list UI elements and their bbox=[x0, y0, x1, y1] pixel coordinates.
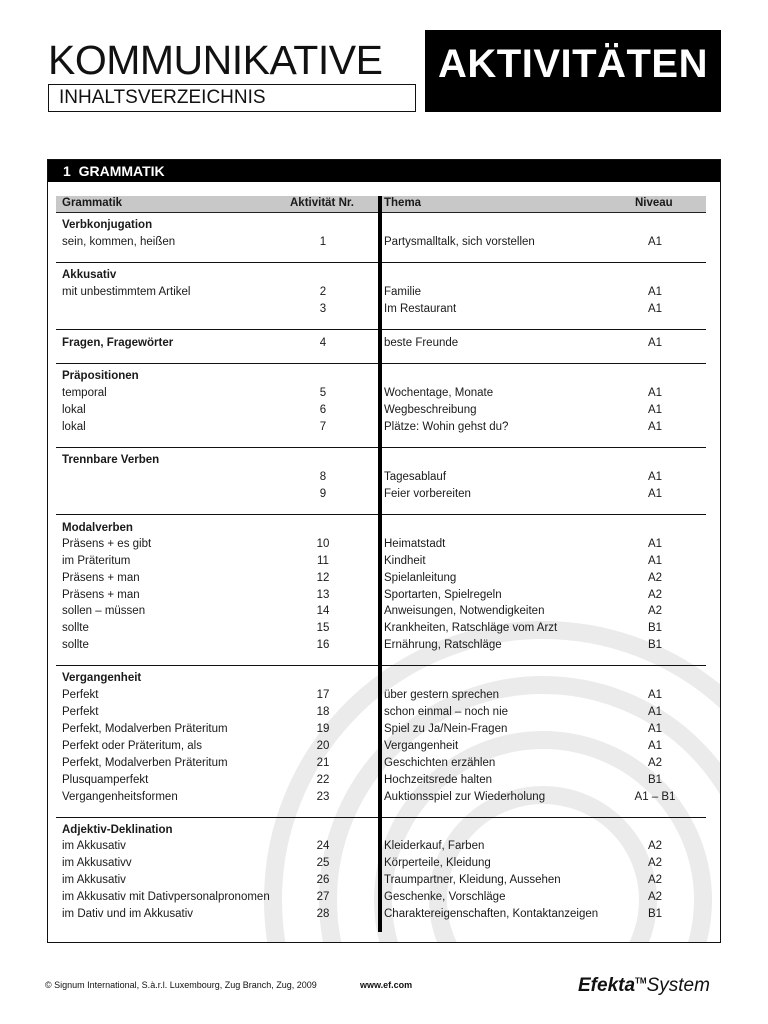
thema-text: Sportarten, Spielregeln bbox=[384, 589, 502, 601]
grammar-item: sollen – müssen bbox=[62, 605, 146, 617]
footer-copyright: © Signum International, S.à.r.l. Luxembourg, Zug Branch, Zug, 2009 bbox=[45, 980, 317, 990]
column-header-right bbox=[382, 196, 706, 213]
activity-number: 25 bbox=[316, 857, 330, 869]
activity-number: 16 bbox=[316, 639, 330, 651]
grammar-item: im Akkusativ bbox=[62, 840, 126, 852]
activity-number: 2 bbox=[319, 286, 327, 298]
row-separator bbox=[56, 514, 378, 515]
niveau-level: A1 bbox=[647, 337, 663, 349]
group-title: Adjektiv-Deklination bbox=[62, 824, 173, 836]
thema-text: Feier vorbereiten bbox=[384, 488, 471, 500]
niveau-level: B1 bbox=[647, 622, 663, 634]
niveau-level: A1 bbox=[647, 740, 663, 752]
grammar-table bbox=[47, 159, 721, 943]
activity-number: 4 bbox=[319, 337, 327, 349]
activity-number: 21 bbox=[316, 757, 330, 769]
row-separator bbox=[56, 447, 378, 448]
group-title: Verbkonjugation bbox=[62, 219, 153, 231]
niveau-level: A1 bbox=[647, 387, 663, 399]
activity-number: 19 bbox=[316, 723, 330, 735]
grammar-item: Vergangenheitsformen bbox=[62, 791, 178, 803]
col-aktivitaet: Aktivität Nr. bbox=[290, 197, 354, 209]
grammar-item: temporal bbox=[62, 387, 107, 399]
grammar-item: Plusquamperfekt bbox=[62, 774, 149, 786]
thema-text: schon einmal – noch nie bbox=[384, 706, 509, 718]
thema-text: beste Freunde bbox=[384, 337, 459, 349]
activity-number: 7 bbox=[319, 421, 327, 433]
niveau-level: A1 bbox=[647, 555, 663, 567]
activity-number: 8 bbox=[319, 471, 327, 483]
grammar-item: Perfekt, Modalverben Präteritum bbox=[62, 723, 228, 735]
thema-text: Körperteile, Kleidung bbox=[384, 857, 491, 869]
col-thema: Thema bbox=[384, 197, 422, 209]
row-separator bbox=[56, 329, 378, 330]
row-separator bbox=[382, 363, 706, 364]
row-separator bbox=[382, 262, 706, 263]
row-separator bbox=[56, 665, 378, 666]
niveau-level: A1 bbox=[647, 421, 663, 433]
niveau-level: A1 bbox=[647, 404, 663, 416]
thema-text: Krankheiten, Ratschläge vom Arzt bbox=[384, 622, 558, 634]
brand-tm: TM bbox=[635, 976, 647, 986]
brand-name: Efekta bbox=[578, 975, 636, 996]
thema-text: Anweisungen, Notwendigkeiten bbox=[384, 605, 545, 617]
grammar-item: im Präteritum bbox=[62, 555, 131, 567]
activity-number: 1 bbox=[319, 236, 327, 248]
thema-text: Partysmalltalk, sich vorstellen bbox=[384, 236, 535, 248]
group-title: Fragen, Fragewörter bbox=[62, 337, 174, 349]
row-separator bbox=[382, 447, 706, 448]
row-separator bbox=[382, 329, 706, 330]
row-separator bbox=[56, 262, 378, 263]
group-title: Modalverben bbox=[62, 522, 133, 534]
grammar-item: mit unbestimmtem Artikel bbox=[62, 286, 191, 298]
niveau-level: A1 – B1 bbox=[634, 791, 676, 803]
brand-suffix: System bbox=[646, 975, 710, 996]
niveau-level: A1 bbox=[647, 689, 663, 701]
row-separator bbox=[382, 817, 706, 818]
thema-text: Plätze: Wohin gehst du? bbox=[384, 421, 509, 433]
activity-number: 3 bbox=[319, 303, 327, 315]
grammar-item: Präsens + man bbox=[62, 572, 140, 584]
thema-text: Heimatstadt bbox=[384, 538, 446, 550]
thema-text: Wegbeschreibung bbox=[384, 404, 477, 416]
niveau-level: A2 bbox=[647, 874, 663, 886]
thema-text: Wochentage, Monate bbox=[384, 387, 494, 399]
niveau-level: A1 bbox=[647, 706, 663, 718]
grammar-item: im Akkusativv bbox=[62, 857, 132, 869]
activity-number: 27 bbox=[316, 891, 330, 903]
activity-number: 28 bbox=[316, 908, 330, 920]
grammar-item: Präsens + man bbox=[62, 589, 140, 601]
grammar-item: Perfekt bbox=[62, 689, 99, 701]
group-title: Präpositionen bbox=[62, 370, 139, 382]
page-title: KOMMUNIKATIVE bbox=[48, 37, 383, 83]
footer-website: www.ef.com bbox=[360, 980, 413, 990]
activity-number: 18 bbox=[316, 706, 330, 718]
grammar-item: im Dativ und im Akkusativ bbox=[62, 908, 194, 920]
activity-number: 22 bbox=[316, 774, 330, 786]
thema-text: Im Restaurant bbox=[384, 303, 457, 315]
grammar-item: Perfekt bbox=[62, 706, 99, 718]
niveau-level: A2 bbox=[647, 757, 663, 769]
row-separator bbox=[382, 514, 706, 515]
activity-number: 12 bbox=[316, 572, 330, 584]
activity-number: 11 bbox=[317, 555, 329, 567]
grammar-item: Perfekt, Modalverben Präteritum bbox=[62, 757, 228, 769]
thema-text: Geschichten erzählen bbox=[384, 757, 496, 769]
thema-text: über gestern sprechen bbox=[384, 689, 500, 701]
section-title: GRAMMATIK bbox=[78, 163, 165, 179]
activity-number: 13 bbox=[316, 589, 330, 601]
header-left bbox=[48, 38, 416, 112]
thema-text: Traumpartner, Kleidung, Aussehen bbox=[384, 874, 561, 886]
thema-text: Tagesablauf bbox=[384, 471, 447, 483]
grammar-item: sollte bbox=[62, 622, 89, 634]
grammar-item: lokal bbox=[62, 421, 86, 433]
column-divider bbox=[378, 196, 382, 932]
niveau-level: A1 bbox=[647, 723, 663, 735]
grammar-item: im Akkusativ bbox=[62, 874, 126, 886]
grammar-item: Perfekt oder Präteritum, als bbox=[62, 740, 202, 752]
activity-number: 23 bbox=[316, 791, 330, 803]
activity-number: 14 bbox=[316, 605, 330, 617]
row-separator bbox=[56, 817, 378, 818]
row-separator bbox=[382, 665, 706, 666]
niveau-level: B1 bbox=[647, 908, 663, 920]
group-title: Trennbare Verben bbox=[62, 454, 160, 466]
activity-number: 26 bbox=[316, 874, 330, 886]
thema-text: Spielanleitung bbox=[384, 572, 457, 584]
niveau-level: A2 bbox=[647, 605, 663, 617]
thema-text: Hochzeitsrede halten bbox=[384, 774, 493, 786]
activity-number: 17 bbox=[316, 689, 330, 701]
activity-number: 15 bbox=[316, 622, 330, 634]
niveau-level: A1 bbox=[647, 488, 663, 500]
col-grammatik: Grammatik bbox=[62, 197, 123, 209]
grammar-item: sollte bbox=[62, 639, 89, 651]
niveau-level: A2 bbox=[647, 840, 663, 852]
niveau-level: A1 bbox=[647, 286, 663, 298]
niveau-level: A2 bbox=[647, 572, 663, 584]
niveau-level: A1 bbox=[647, 303, 663, 315]
niveau-level: A1 bbox=[647, 538, 663, 550]
thema-text: Auktionsspiel zur Wiederholung bbox=[384, 791, 546, 803]
thema-text: Kleiderkauf, Farben bbox=[384, 840, 485, 852]
thema-text: Ernährung, Ratschläge bbox=[384, 639, 502, 651]
niveau-level: A2 bbox=[647, 857, 663, 869]
niveau-level: A2 bbox=[647, 891, 663, 903]
niveau-level: A1 bbox=[647, 471, 663, 483]
activity-number: 10 bbox=[316, 538, 330, 550]
thema-text: Spiel zu Ja/Nein-Fragen bbox=[384, 723, 508, 735]
page-subtitle: INHALTSVERZEICHNIS bbox=[48, 84, 416, 112]
section-number: 1 bbox=[63, 163, 71, 179]
thema-text: Kindheit bbox=[384, 555, 426, 567]
activity-number: 5 bbox=[319, 387, 327, 399]
niveau-level: A2 bbox=[647, 589, 663, 601]
thema-text: Geschenke, Vorschläge bbox=[384, 891, 506, 903]
activity-number: 6 bbox=[319, 404, 327, 416]
niveau-level: B1 bbox=[647, 639, 663, 651]
grammar-item: im Akkusativ mit Dativpersonalpronomen bbox=[62, 891, 270, 903]
thema-text: Vergangenheit bbox=[384, 740, 459, 752]
row-separator bbox=[56, 363, 378, 364]
activity-number: 20 bbox=[316, 740, 330, 752]
thema-text: Charaktereigenschaften, Kontaktanzeigen bbox=[384, 908, 599, 920]
col-niveau: Niveau bbox=[635, 197, 673, 209]
efekta-logo bbox=[578, 975, 710, 997]
section-header bbox=[48, 160, 720, 182]
activity-number: 24 bbox=[316, 840, 330, 852]
grammar-item: Präsens + es gibt bbox=[62, 538, 152, 550]
thema-text: Familie bbox=[384, 286, 422, 298]
group-title: Akkusativ bbox=[62, 269, 117, 281]
activity-number: 9 bbox=[319, 488, 327, 500]
niveau-level: B1 bbox=[647, 774, 663, 786]
group-title: Vergangenheit bbox=[62, 672, 142, 684]
grammar-item: lokal bbox=[62, 404, 86, 416]
niveau-level: A1 bbox=[647, 236, 663, 248]
grammar-item: sein, kommen, heißen bbox=[62, 236, 176, 248]
column-header-left bbox=[56, 196, 378, 213]
title-block: AKTIVITÄTEN bbox=[425, 30, 721, 112]
